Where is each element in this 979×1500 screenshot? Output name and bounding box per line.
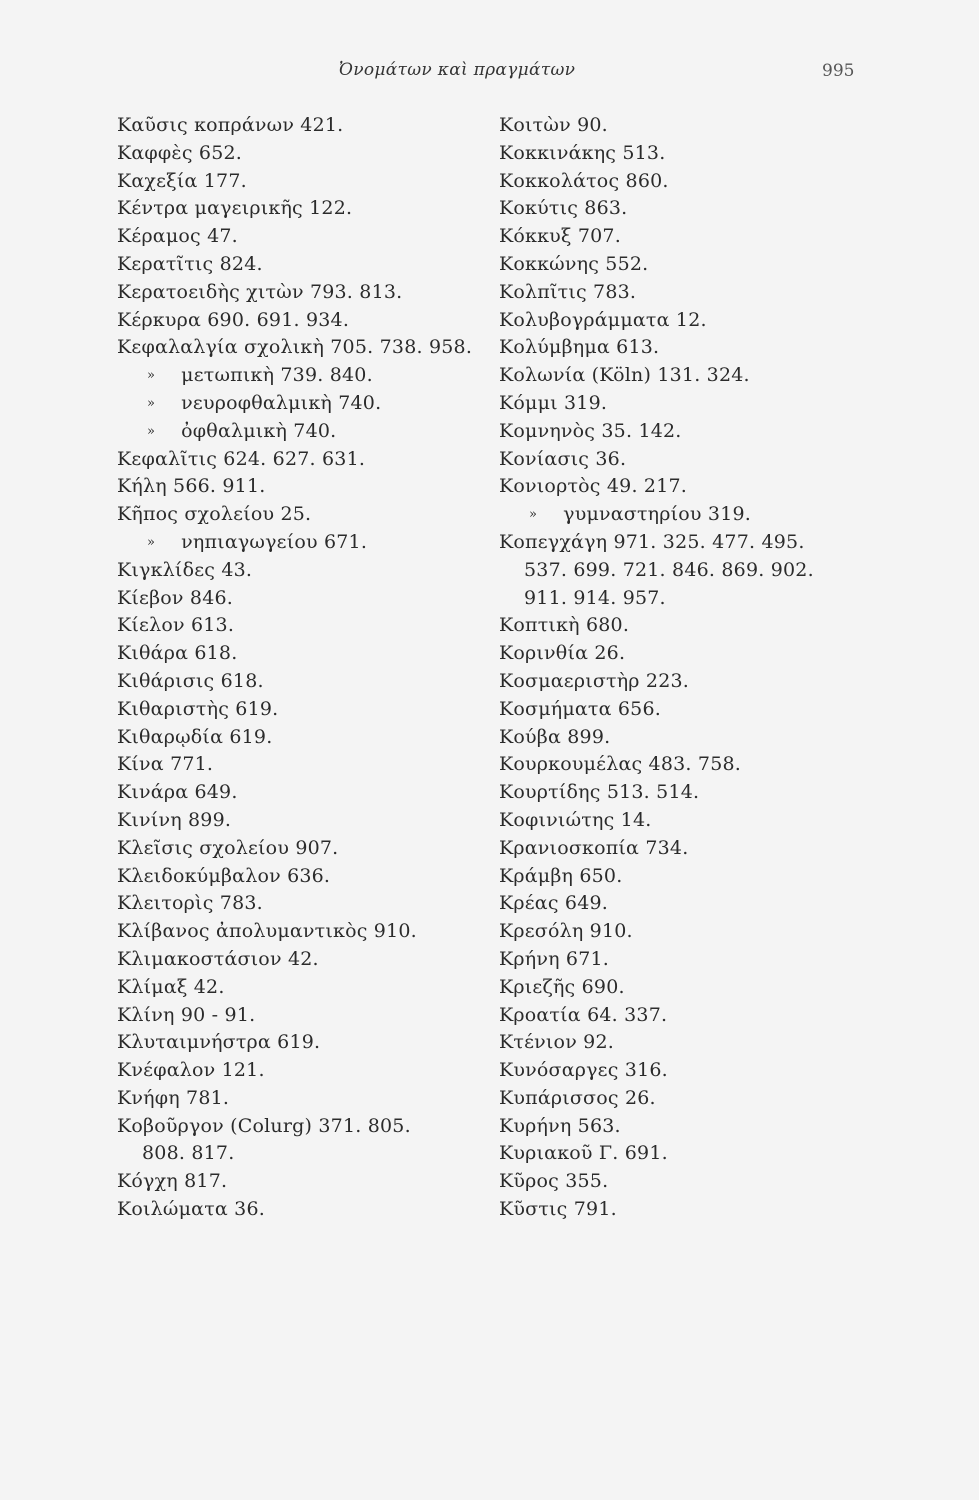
index-entry: Κίεβον 846.: [117, 586, 234, 609]
index-subentry: » νηπιαγωγείου 671.: [117, 529, 472, 557]
index-column-right: [499, 112, 814, 1224]
index-entry: Κυπάρισσος 26.: [499, 1086, 656, 1109]
index-entry: Κοιλώματα 36.: [117, 1198, 265, 1221]
index-entry: Κοιτὼν 90.: [499, 114, 608, 136]
index-entry: Κολύμβημα 613.: [499, 336, 660, 359]
index-entry: Κῆπος σχολείου 25.: [117, 503, 312, 526]
index-entry: Καφφὲς 652.: [117, 141, 243, 164]
index-entry-continuation: 537. 699. 721. 846. 869. 902.: [524, 558, 814, 581]
index-entry: Κρανιοσκοπία 734.: [499, 836, 689, 859]
index-entry: Κοφινιώτης 14.: [499, 808, 652, 831]
index-entry: Κερατῖτις 824.: [117, 252, 263, 275]
index-entry: Κοκκινάκης 513.: [499, 141, 666, 164]
index-entry: Κοπτικὴ 680.: [499, 614, 630, 637]
index-entry: Κούβα 899.: [499, 725, 611, 748]
index-entry: Κερατοειδὴς χιτὼν 793. 813.: [117, 280, 403, 303]
index-entry: Κονιορτὸς 49. 217.: [499, 475, 688, 498]
index-entry: Κόμμι 319.: [499, 391, 608, 414]
index-entry: Κορινθία 26.: [499, 642, 626, 665]
index-entry: Κεφαλῖτις 624. 627. 631.: [117, 447, 366, 470]
index-entry: Κινάρα 649.: [117, 781, 238, 804]
index-entry: Κλίμαξ 42.: [117, 975, 225, 998]
index-entry: Κῦρος 355.: [499, 1170, 609, 1193]
index-entry: Κοκύτις 863.: [499, 197, 628, 220]
index-entry: Κολπῖτις 783.: [499, 280, 637, 303]
index-entry-continuation: 911. 914. 957.: [524, 586, 666, 609]
index-column-left: [117, 112, 472, 1224]
index-entry: Κιθάρισις 618.: [117, 669, 264, 692]
index-entry: Κράμβη 650.: [499, 864, 623, 887]
index-entry: Κλεῖσις σχολείου 907.: [117, 836, 339, 859]
index-entry: Κνέφαλον 121.: [117, 1059, 265, 1082]
index-subentry: » νευροφθαλμικὴ 740.: [117, 390, 472, 418]
index-entry: Κιγκλίδες 43.: [117, 558, 253, 581]
index-entry: Κοσμαεριστὴρ 223.: [499, 669, 690, 692]
index-entry: Κιθάρα 618.: [117, 642, 238, 665]
index-entry: Κουρτίδης 513. 514.: [499, 781, 700, 804]
index-entry: Κίνα 771.: [117, 753, 214, 776]
running-title: Ὀνομάτων καὶ πραγμάτων: [339, 60, 576, 80]
index-subentry: » γυμναστηρίου 319.: [499, 501, 814, 529]
index-entry: Κρέας 649.: [499, 892, 609, 915]
index-entry: Κρήνη 671.: [499, 947, 610, 970]
index-entry: Κιθαριστὴς 619.: [117, 697, 279, 720]
index-entry: Κήλη 566. 911.: [117, 475, 266, 498]
index-entry: Κλιμακοστάσιον 42.: [117, 947, 319, 970]
index-entry: Κινίνη 899.: [117, 808, 232, 831]
index-entry: Κομνηνὸς 35. 142.: [499, 419, 682, 442]
index-entry: Κλίνη 90 - 91.: [117, 1003, 256, 1026]
index-entry: Κυνόσαργες 316.: [499, 1059, 668, 1082]
index-entry: Κέρκυρα 690. 691. 934.: [117, 308, 350, 331]
index-entry: Κόγχη 817.: [117, 1170, 228, 1193]
index-entry: Κῦστις 791.: [499, 1198, 617, 1221]
index-entry: Κολωνία (Köln) 131. 324.: [499, 364, 750, 387]
index-entry: Κολυβογράμματα 12.: [499, 308, 707, 331]
index-entry: Κλυταιμνήστρα 619.: [117, 1031, 321, 1054]
index-entry: Κοκκώνης 552.: [499, 252, 649, 275]
index-entry: Κίελον 613.: [117, 614, 235, 637]
index-entry: Κέντρα μαγειρικῆς 122.: [117, 197, 353, 220]
index-entry: Κνήφη 781.: [117, 1086, 230, 1109]
index-entry: Κοπεγχάγη 971. 325. 477. 495.: [499, 530, 805, 553]
index-entry: Κριεζῆς 690.: [499, 975, 625, 998]
index-entry: Κοκκολάτος 860.: [499, 169, 669, 192]
index-entry: Κυρήνη 563.: [499, 1114, 621, 1137]
index-entry: Κοβοῦργον (Colurg) 371. 805.: [117, 1114, 411, 1137]
index-entry: Κεφαλαλγία σχολικὴ 705. 738. 958.: [117, 336, 473, 359]
index-entry: Καχεξία 177.: [117, 169, 247, 192]
index-entry: Κονίασις 36.: [499, 447, 627, 470]
index-entry-continuation: 808. 817.: [142, 1142, 235, 1165]
index-subentry: » ὀφθαλμικὴ 740.: [117, 418, 472, 446]
index-entry: Κοσμήματα 656.: [499, 697, 661, 720]
index-entry: Κόκκυξ 707.: [499, 225, 621, 248]
index-subentry: » μετωπικὴ 739. 840.: [117, 362, 472, 390]
index-entry: Κέραμος 47.: [117, 225, 238, 248]
index-entry: Κτένιον 92.: [499, 1031, 614, 1054]
index-entry: Κυριακοῦ Γ. 691.: [499, 1142, 668, 1165]
index-entry: Κουρκουμέλας 483. 758.: [499, 753, 742, 776]
index-entry: Κλίβανος ἀπολυμαντικὸς 910.: [117, 920, 417, 943]
index-entry: Καῦσις κοπράνων 421.: [117, 114, 344, 136]
index-entry: Κιθαρῳδία 619.: [117, 725, 273, 748]
index-entry: Κρεσόλη 910.: [499, 920, 633, 943]
index-entry: Κροατία 64. 337.: [499, 1003, 668, 1026]
page-number: 995: [822, 61, 855, 81]
index-entry: Κλειτορὶς 783.: [117, 892, 263, 915]
index-entry: Κλειδοκύμβαλον 636.: [117, 864, 331, 887]
